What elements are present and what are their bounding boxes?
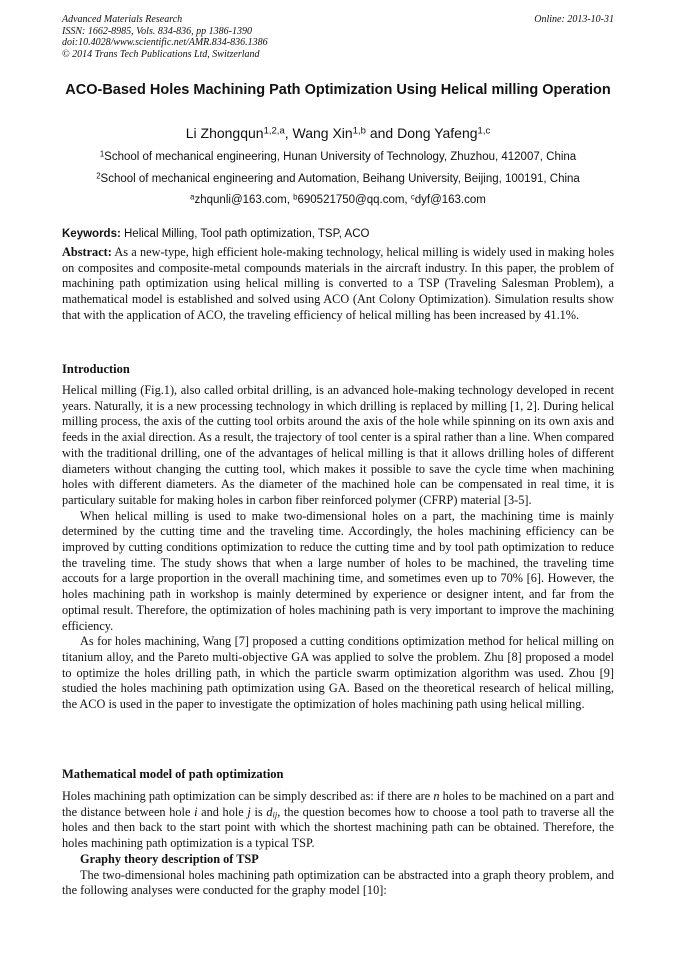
author-affiliation-mark: 1,2,a <box>263 125 285 137</box>
keywords-label: Keywords: <box>62 228 121 240</box>
author-name: Li Zhongqun <box>185 125 264 141</box>
journal-issn: ISSN: 1662-8985, Vols. 834-836, pp 1386-1390 <box>62 25 252 37</box>
math-var: i <box>194 804 198 819</box>
affiliation-mark: 1 <box>99 149 105 159</box>
journal-name: Advanced Materials Research <box>62 14 183 25</box>
email-line <box>62 193 614 207</box>
email-text: dyf@163.com <box>414 194 486 206</box>
online-date: Online: 2013-10-31 <box>534 14 614 25</box>
math-var: d <box>266 804 273 819</box>
keywords <box>62 227 614 241</box>
affiliation-1 <box>62 150 614 164</box>
journal-header <box>62 14 614 60</box>
author-affiliation-mark: 1,c <box>477 125 491 137</box>
paragraph: The two-dimensional holes machining path optimization can be abstracted into a graph theory problem, and the following analyses were conducted for the graphy model [10]: <box>62 867 614 898</box>
journal-doi: doi:10.4028/www.scientific.net/AMR.834-836.1386 <box>62 37 268 48</box>
paper-title: ACO-Based Holes Machining Path Optimization Using Helical milling Operation <box>65 82 611 98</box>
text-run: is <box>250 804 267 819</box>
affiliation-mark: 2 <box>96 171 101 181</box>
text-run: Holes machining path optimization can be simply described as: if there are <box>62 789 434 803</box>
author-name: Wang Xin <box>292 125 353 141</box>
paragraph: When helical milling is used to make two-dimensional holes on a part, the machining time is mainly determined by the cutting time and the traveling time. Accordingly, the holes machining efficiency can be improved by cutting conditions optimization to reduce the cutting time and by tool path optimization to reduce the traveling time. The study shows that when a large number of holes to be machined, the traveling time accouts for a large proportion in the overall machining time, and sometimes even up to 70% [6]. However, the holes machining path in workshop is mainly determined by experience or designer intent, and far from the optimal result. Therefore, the optimization of holes machining path is very important to improve the machining efficiency. <box>62 508 614 633</box>
section-heading-math-model: Mathematical model of path optimization <box>62 767 284 781</box>
paragraph: As for holes machining, Wang [7] proposed a cutting conditions optimization method for helical milling on titanium alloy, and the Pareto multi-objective GA was applied to solve the problem. Zhu [8] proposed a model to optimize the holes drilling path, in which the particle swarm optimization algorithm was used. Zhou [9] studied the holes machining path optimization using GA. Based on the theoretical research of helical milling, the ACO is used in the paper to investigate the optimization of holes machining path using helical milling. <box>62 634 614 712</box>
email-mark: b <box>293 192 298 202</box>
author-separator: , <box>284 125 293 141</box>
abstract <box>62 245 614 324</box>
subsection-heading: Graphy theory description of TSP <box>80 851 259 866</box>
affiliation-text: School of mechanical engineering, Hunan University of Technology, Zhuzhou, 412007, China <box>104 151 577 163</box>
math-model-body <box>62 789 614 899</box>
keywords-text: Helical Milling, Tool path optimization, TSP, ACO <box>124 228 370 240</box>
email-mark: c <box>410 192 415 202</box>
email-text: zhqunli@163.com, <box>194 194 294 206</box>
journal-copyright: © 2014 Trans Tech Publications Ltd, Switzerland <box>62 48 260 60</box>
paragraph: Helical milling (Fig.1), also called orbital drilling, is an advanced hole-making technology developed in recent years. Naturally, it is a new processing technology in which drilling is replaced by milling [1, 2]. During helical milling process, the axis of the cutting tool orbits around the axis of the hole while spinning on its own axis and feeds in the axial direction. As a result, the trajectory of tool center is a spiral rather than a line. When compared with the traditional drilling, one of the advantages of helical milling is that it allows drilling holes of different diameters without changing the cutting tool, which makes it possible to save the cycle time when machining holes with different diameters. As the diameter of the machined hole can be compensated in real time, it is particulary suitable for making holes in carbon fiber reinforced polymer (CFRP) material [3-5]. <box>62 383 614 507</box>
paragraph <box>62 789 614 852</box>
introduction-body <box>62 383 614 713</box>
email-mark: a <box>190 192 195 202</box>
text-run: , the question becomes how to choose a tool path to traverse all the holes and then back to the start point with which the shortest machining path can be obtained. Therefore, the holes machining path optimization is a typical TSP. <box>62 804 614 851</box>
section-heading-introduction: Introduction <box>62 362 130 376</box>
email-text: 690521750@qq.com, <box>297 194 411 206</box>
author-separator: and <box>365 125 398 141</box>
author-affiliation-mark: 1,b <box>352 125 366 137</box>
abstract-label: Abstract: <box>62 245 112 259</box>
math-var: n <box>433 789 440 803</box>
text-run: and hole <box>197 804 248 819</box>
author-name: Dong Yafeng <box>397 125 478 141</box>
affiliation-text: School of mechanical engineering and Automation, Beihang University, Beijing, 100191, China <box>100 173 580 185</box>
abstract-text: As a new-type, high efficient hole-making technology, helical milling is widely used in making holes on composites and composite-metal compounds materials in the aircraft industry. In this paper, the problem of machining path optimization using helical milling is converted to a TSP (Traveling Salesman Problem), a mathematical model is established and solved using ACO (Ant Colony Optimization). Simulation results show that with the application of ACO, the traveling efficiency of helical milling has been increased by 41.1%. <box>62 245 614 322</box>
math-var: j <box>247 804 251 819</box>
author-list <box>62 124 614 142</box>
affiliation-2 <box>62 172 614 186</box>
math-subscript: ij <box>272 809 278 820</box>
text-run: holes to be machined on a part and the distance between hole <box>62 789 615 819</box>
